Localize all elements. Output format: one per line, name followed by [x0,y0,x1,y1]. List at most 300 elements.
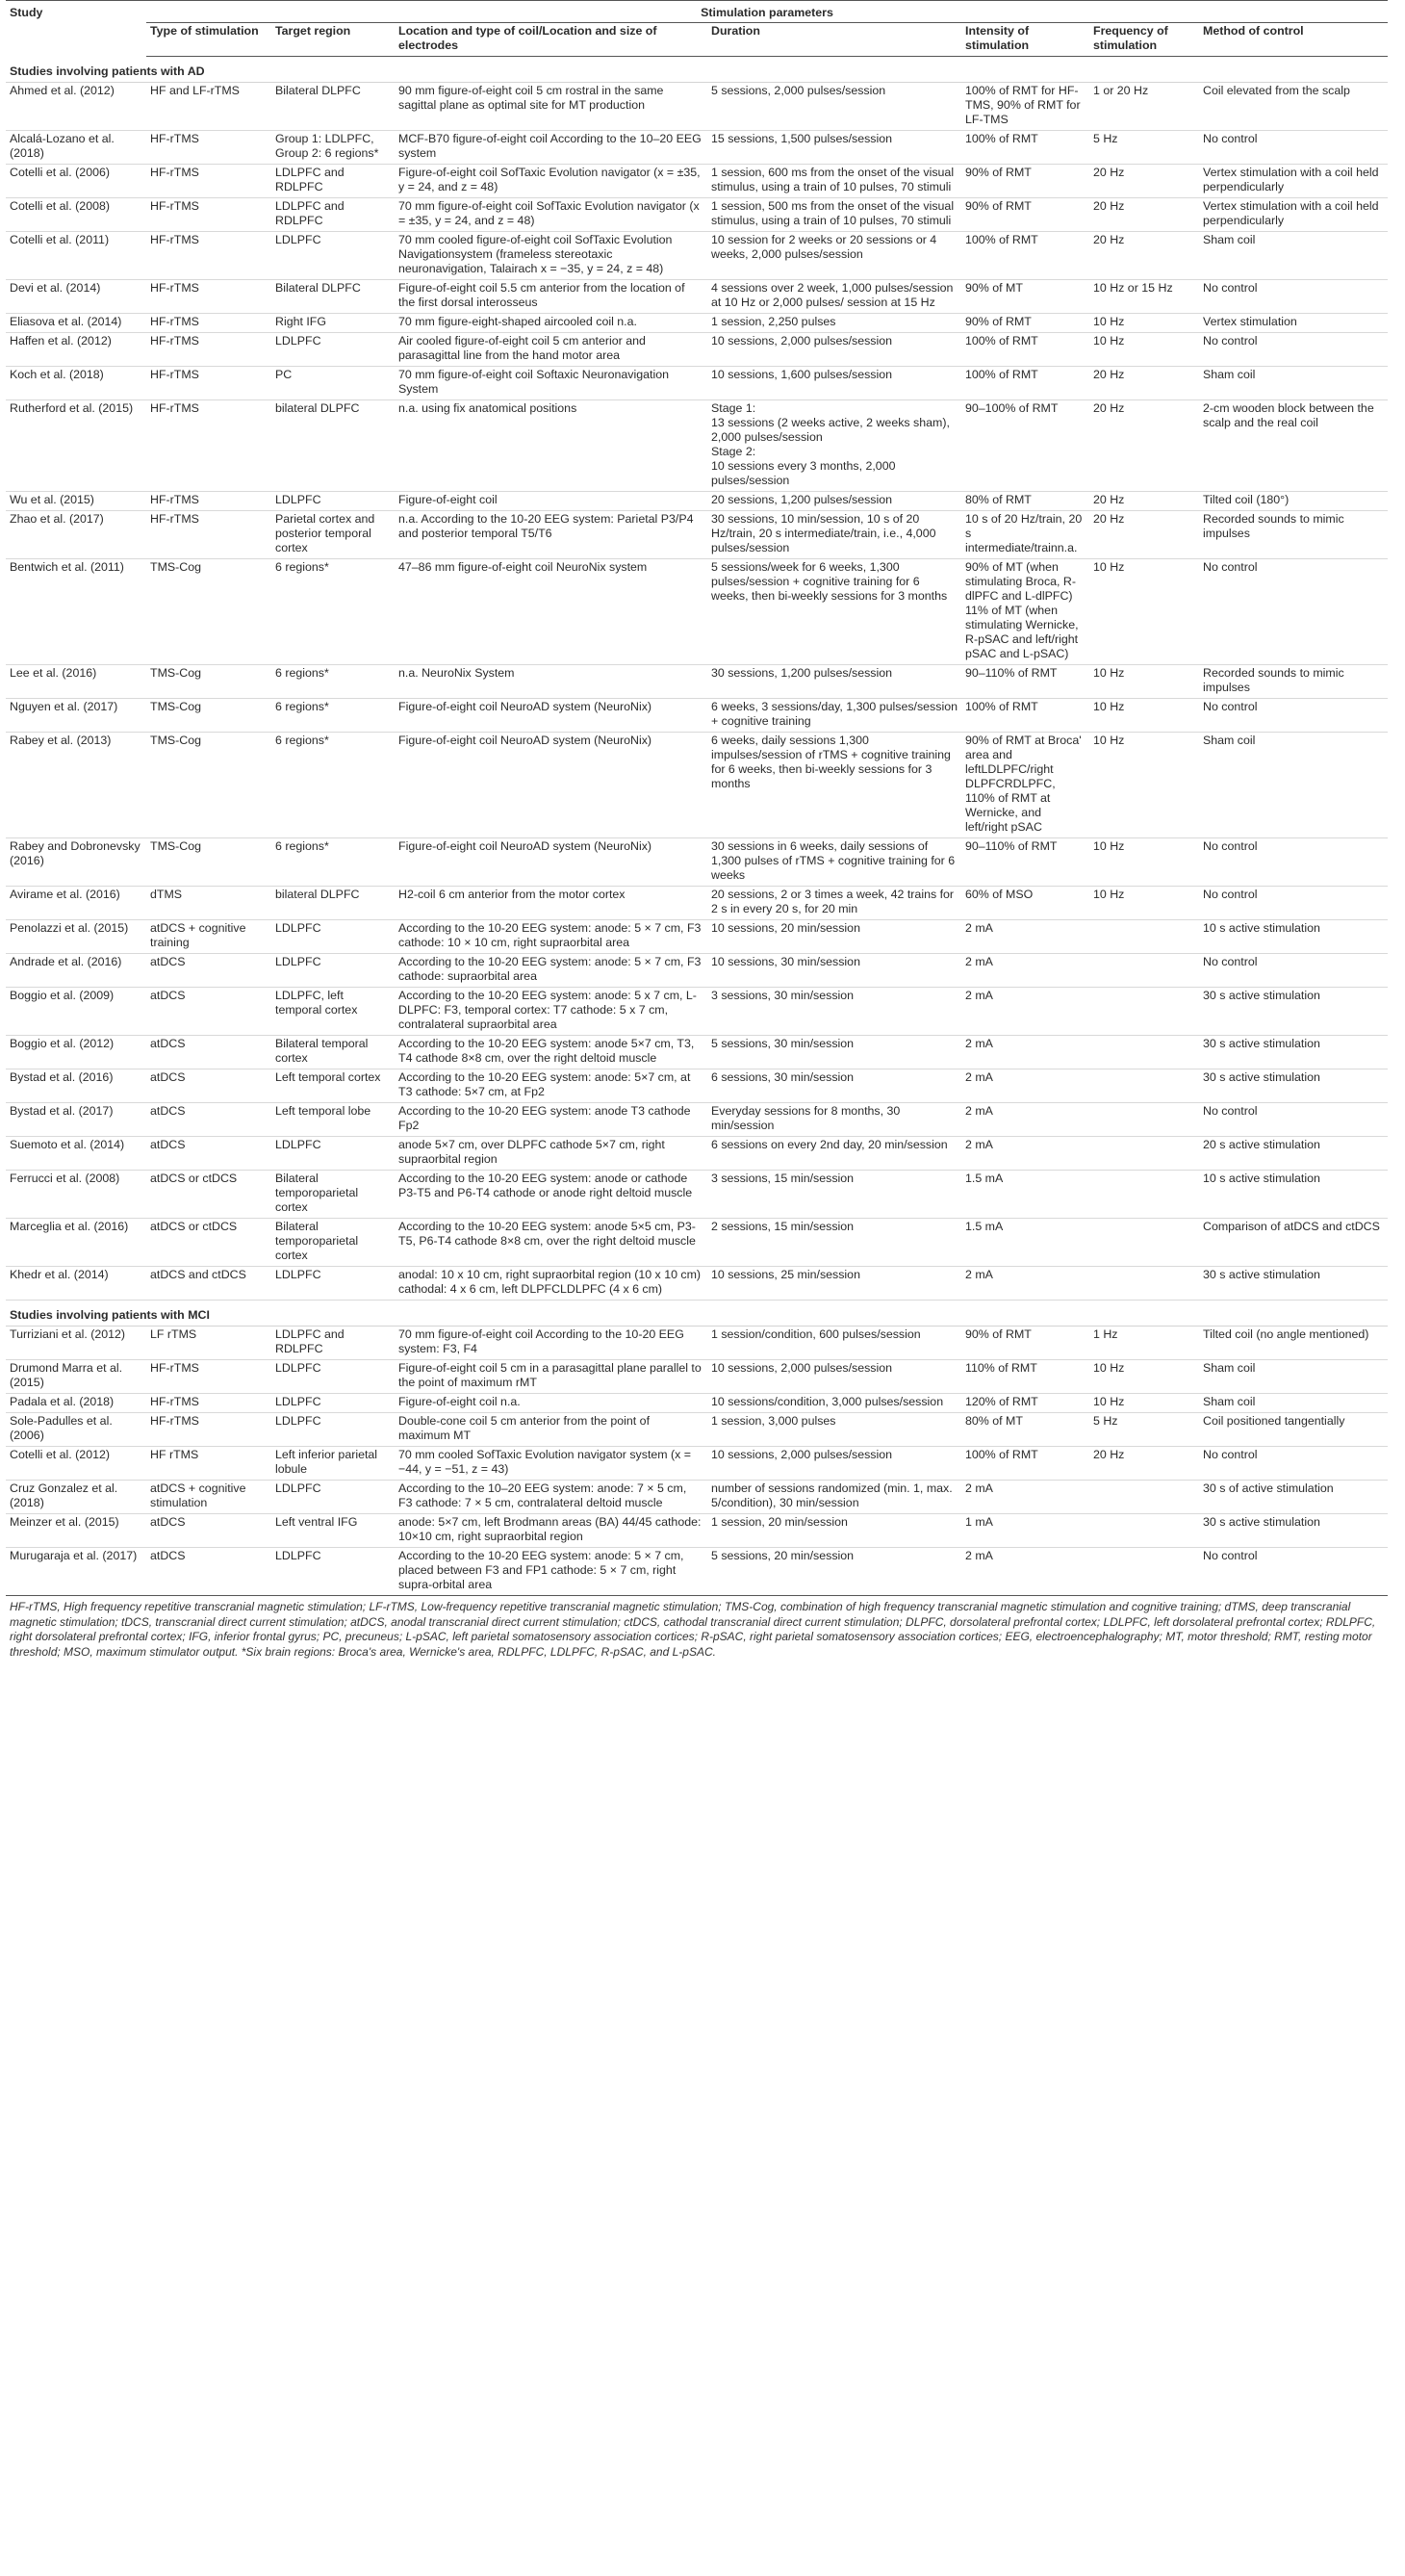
study-cell: Drumond Marra et al. (2015) [6,1360,146,1394]
study-cell: Murugaraja et al. (2017) [6,1548,146,1596]
section-title: Studies involving patients with MCI [6,1301,1388,1327]
table-cell: No control [1199,1447,1388,1481]
table-cell: 110% of RMT [961,1360,1089,1394]
table-cell: MCF-B70 figure-of-eight coil According to the 10–20 EEG system [395,131,707,165]
table-cell: 6 regions* [271,665,395,699]
table-cell: 30 s active stimulation [1199,1514,1388,1548]
table-cell: Figure-of-eight coil 5 cm in a parasagittal plane parallel to the point of maximum rMT [395,1360,707,1394]
table-cell: 90% of RMT [961,198,1089,232]
table-cell: HF-rTMS [146,1413,271,1447]
table-cell: 90–110% of RMT [961,838,1089,887]
table-cell: 5 sessions, 2,000 pulses/session [707,83,961,131]
study-cell: Andrade et al. (2016) [6,954,146,988]
table-cell: 10 Hz [1089,838,1199,887]
study-cell: Rabey et al. (2013) [6,733,146,838]
table-cell: 30 s active stimulation [1199,1036,1388,1069]
table-cell: 1 session, 2,250 pulses [707,314,961,333]
table-cell: No control [1199,131,1388,165]
table-cell: LDLPFC [271,1481,395,1514]
table-cell: 60% of MSO [961,887,1089,920]
table-cell [1089,1514,1199,1548]
table-cell: HF-rTMS [146,333,271,367]
table-cell: HF-rTMS [146,165,271,198]
table-cell: 15 sessions, 1,500 pulses/session [707,131,961,165]
study-cell: Penolazzi et al. (2015) [6,920,146,954]
table-cell: Left temporal lobe [271,1103,395,1137]
table-row [6,1069,1388,1103]
table-cell: HF-rTMS [146,232,271,280]
table-cell: 90–110% of RMT [961,665,1089,699]
study-cell: Cruz Gonzalez et al. (2018) [6,1481,146,1514]
table-cell: 70 mm figure-eight-shaped aircooled coil n.a. [395,314,707,333]
table-cell: LF rTMS [146,1327,271,1360]
header-col: Location and type of coil/Location and size of electrodes [395,23,707,57]
table-cell: n.a. According to the 10-20 EEG system: Parietal P3/P4 and posterior temporal T5/T6 [395,511,707,559]
table-row [6,1219,1388,1267]
header-col: Type of stimulation [146,23,271,57]
table-cell: 30 s active stimulation [1199,1069,1388,1103]
table-cell: 1.5 mA [961,1219,1089,1267]
table-cell: LDLPFC [271,1548,395,1596]
table-cell: 30 s active stimulation [1199,988,1388,1036]
header-col: Method of control [1199,23,1388,57]
table-cell: 10 sessions, 2,000 pulses/session [707,1447,961,1481]
table-cell [1089,1036,1199,1069]
table-cell: According to the 10-20 EEG system: anode T3 cathode Fp2 [395,1103,707,1137]
table-cell: No control [1199,1103,1388,1137]
table-cell: 70 mm figure-of-eight coil According to the 10-20 EEG system: F3, F4 [395,1327,707,1360]
table-cell: No control [1199,699,1388,733]
table-cell: 100% of RMT [961,232,1089,280]
table-cell: Coil elevated from the scalp [1199,83,1388,131]
study-cell: Devi et al. (2014) [6,280,146,314]
table-cell: Left ventral IFG [271,1514,395,1548]
table-cell: Left inferior parietal lobule [271,1447,395,1481]
table-cell: LDLPFC [271,920,395,954]
study-cell: Koch et al. (2018) [6,367,146,400]
study-cell: Wu et al. (2015) [6,492,146,511]
table-cell: 30 sessions, 1,200 pulses/session [707,665,961,699]
table-cell: According to the 10-20 EEG system: anode 5×5 cm, P3-T5, P6-T4 cathode 8×8 cm, over the right deltoid muscle [395,1219,707,1267]
table-cell: 5 sessions/week for 6 weeks, 1,300 pulses/session + cognitive training for 6 weeks, then bi-weekly sessions for 3 months [707,559,961,665]
table-cell: 20 Hz [1089,232,1199,280]
table-row [6,559,1388,665]
table-cell: 20 Hz [1089,198,1199,232]
table-cell: LDLPFC [271,1137,395,1171]
table-row [6,232,1388,280]
table-cell: atDCS [146,988,271,1036]
table-cell: anodal: 10 x 10 cm, right supraorbital region (10 x 10 cm) cathodal: 4 x 6 cm, left DLPFCLDLPFC (4 x 6 cm) [395,1267,707,1301]
table-row [6,699,1388,733]
table-cell: Sham coil [1199,232,1388,280]
table-cell: No control [1199,280,1388,314]
table-cell [1089,1219,1199,1267]
table-cell: According to the 10-20 EEG system: anode: 5 × 7 cm, F3 cathode: 10 × 10 cm, right supraorbital area [395,920,707,954]
table-row [6,1036,1388,1069]
table-row [6,838,1388,887]
table-cell: LDLPFC and RDLPFC [271,165,395,198]
table-cell: atDCS + cognitive training [146,920,271,954]
study-cell: Khedr et al. (2014) [6,1267,146,1301]
table-cell: 10 s of 20 Hz/train, 20 s intermediate/trainn.a. [961,511,1089,559]
table-cell: H2-coil 6 cm anterior from the motor cortex [395,887,707,920]
table-cell: 100% of RMT [961,367,1089,400]
table-cell: 100% of RMT [961,1447,1089,1481]
table-cell [1089,988,1199,1036]
table-cell: 2 mA [961,1036,1089,1069]
table-cell: atDCS [146,1137,271,1171]
table-cell: Sham coil [1199,733,1388,838]
header-col: Frequency of stimulation [1089,23,1199,57]
table-cell: 30 sessions in 6 weeks, daily sessions of 1,300 pulses of rTMS + cognitive training for 6 weeks [707,838,961,887]
table-cell: TMS-Cog [146,665,271,699]
table-cell: 80% of RMT [961,492,1089,511]
table-body [6,57,1388,1596]
study-cell: Ahmed et al. (2012) [6,83,146,131]
table-cell: 5 Hz [1089,131,1199,165]
table-cell: Vertex stimulation with a coil held perpendicularly [1199,198,1388,232]
table-cell: 10 Hz [1089,1394,1199,1413]
table-cell: dTMS [146,887,271,920]
table-cell: Figure-of-eight coil NeuroAD system (NeuroNix) [395,838,707,887]
table-row [6,333,1388,367]
table-cell: 30 s of active stimulation [1199,1481,1388,1514]
table-cell [1089,920,1199,954]
table-cell: 10 sessions, 1,600 pulses/session [707,367,961,400]
table-cell: 3 sessions, 15 min/session [707,1171,961,1219]
table-cell: According to the 10-20 EEG system: anode: 5 × 7 cm, placed between F3 and FP1 cathode: 5 × 7 cm, right supra-orbital area [395,1548,707,1596]
table-cell: 10 Hz [1089,665,1199,699]
table-cell: No control [1199,887,1388,920]
header-col: Target region [271,23,395,57]
table-cell: 6 sessions on every 2nd day, 20 min/session [707,1137,961,1171]
table-cell: 20 Hz [1089,400,1199,492]
table-cell: HF and LF-rTMS [146,83,271,131]
table-cell: TMS-Cog [146,733,271,838]
table-row [6,1481,1388,1514]
table-cell: 10 Hz [1089,1360,1199,1394]
study-cell: Rabey and Dobronevsky (2016) [6,838,146,887]
table-cell: 80% of MT [961,1413,1089,1447]
table-cell: 1 session, 500 ms from the onset of the visual stimulus, using a train of 10 pulses, 70 stimuli [707,198,961,232]
table-cell: 90% of RMT [961,165,1089,198]
table-cell: 30 s active stimulation [1199,1267,1388,1301]
table-cell: 1 or 20 Hz [1089,83,1199,131]
table-cell: Bilateral DLPFC [271,83,395,131]
table-cell: 2 mA [961,988,1089,1036]
study-cell: Avirame et al. (2016) [6,887,146,920]
table-cell [1089,1103,1199,1137]
table-cell: 100% of RMT for HF-TMS, 90% of RMT for LF-TMS [961,83,1089,131]
table-cell: Figure-of-eight coil SofTaxic Evolution navigator (x = ±35, y = 24, and z = 48) [395,165,707,198]
table-cell: 100% of RMT [961,131,1089,165]
table-cell: 2 mA [961,1548,1089,1596]
table-row [6,1137,1388,1171]
table-cell: 20 sessions, 2 or 3 times a week, 42 trains for 2 s in every 20 s, for 20 min [707,887,961,920]
table-cell: atDCS or ctDCS [146,1219,271,1267]
table-cell: HF-rTMS [146,280,271,314]
study-cell: Ferrucci et al. (2008) [6,1171,146,1219]
table-cell: 10 sessions, 2,000 pulses/session [707,1360,961,1394]
table-row [6,920,1388,954]
table-cell: atDCS [146,954,271,988]
header-col: Duration [707,23,961,57]
table-cell: 10 session for 2 weeks or 20 sessions or 4 weeks, 2,000 pulses/session [707,232,961,280]
table-cell: 100% of RMT [961,699,1089,733]
table-cell: 1 session, 3,000 pulses [707,1413,961,1447]
study-cell: Cotelli et al. (2011) [6,232,146,280]
header-stimulation-parameters: Stimulation parameters [146,1,1388,23]
table-cell [1089,1267,1199,1301]
table-cell: bilateral DLPFC [271,887,395,920]
table-cell: 2 mA [961,1137,1089,1171]
table-cell: 30 sessions, 10 min/session, 10 s of 20 Hz/train, 20 s intermediate/train, i.e., 4,000 pulses/session [707,511,961,559]
table-cell: HF-rTMS [146,1394,271,1413]
table-row [6,165,1388,198]
study-cell: Nguyen et al. (2017) [6,699,146,733]
table-cell: 10 sessions, 30 min/session [707,954,961,988]
table-cell: 10 Hz or 15 Hz [1089,280,1199,314]
table-cell: 10 s active stimulation [1199,920,1388,954]
table-cell: HF-rTMS [146,400,271,492]
table-cell: 3 sessions, 30 min/session [707,988,961,1036]
table-cell: 10 sessions, 2,000 pulses/session [707,333,961,367]
table-cell: 10 Hz [1089,333,1199,367]
table-row [6,1360,1388,1394]
study-cell: Meinzer et al. (2015) [6,1514,146,1548]
header-col: Intensity of stimulation [961,23,1089,57]
table-cell: 6 regions* [271,559,395,665]
table-cell: anode: 5×7 cm, left Brodmann areas (BA) 44/45 cathode: 10×10 cm, right supraorbital region [395,1514,707,1548]
study-cell: Bentwich et al. (2011) [6,559,146,665]
table-cell: Double-cone coil 5 cm anterior from the point of maximum MT [395,1413,707,1447]
table-cell: Vertex stimulation [1199,314,1388,333]
table-cell: HF rTMS [146,1447,271,1481]
study-cell: Sole-Padulles et al. (2006) [6,1413,146,1447]
table-row [6,1327,1388,1360]
table-cell: Stage 1: 13 sessions (2 weeks active, 2 weeks sham), 2,000 pulses/session Stage 2: 10 sessions every 3 months, 2,000 pulses/session [707,400,961,492]
table-cell: HF-rTMS [146,492,271,511]
table-row [6,367,1388,400]
table-cell [1089,1069,1199,1103]
table-footnote: HF-rTMS, High frequency repetitive transcranial magnetic stimulation; LF-rTMS, Low-frequency repetitive transcranial magnetic stimulation; TMS-Cog, combination of high frequency transcranial magnetic stimulation and cognitive training; dTMS, deep transcranial magnetic stimulation; tDCS, transcranial direct current stimulation; atDCS, anodal transcranial direct current stimulation; ctDCS, cathodal transcranial direct current stimulation; DLPFC, dorsolateral prefrontal cortex; LDLPFC, left dorsolateral prefrontal cortex; RDLPFC, right dorsolateral prefrontal cortex; IFG, inferior frontal gyrus; PC, precuneus; L-pSAC, left parietal somatosensory association cortices; R-pSAC, right parietal somatosensory association cortices; EEG, electroencephalography; MT, motor threshold; RMT, resting motor threshold; MSO, maximum stimulator output. *Six brain regions: Broca's area, Wernicke's area, RDLPFC, LDLPFC, R-pSAC, and L-pSAC. [10,1600,1376,1659]
table-cell: atDCS or ctDCS [146,1171,271,1219]
study-cell: Marceglia et al. (2016) [6,1219,146,1267]
table-cell: 6 weeks, daily sessions 1,300 impulses/session of rTMS + cognitive training for 6 weeks, then bi-weekly sessions for 3 months [707,733,961,838]
table-cell: 70 mm figure-of-eight coil Softaxic Neuronavigation System [395,367,707,400]
table-cell: Air cooled figure-of-eight coil 5 cm anterior and parasagittal line from the hand motor area [395,333,707,367]
table-cell: TMS-Cog [146,559,271,665]
table-cell: 4 sessions over 2 week, 1,000 pulses/session at 10 Hz or 2,000 pulses/ session at 15 Hz [707,280,961,314]
study-cell: Haffen et al. (2012) [6,333,146,367]
study-cell: Bystad et al. (2016) [6,1069,146,1103]
table-cell: atDCS [146,1069,271,1103]
table-cell: 90–100% of RMT [961,400,1089,492]
table-cell: 70 mm cooled figure-of-eight coil SofTaxic Evolution Navigationsystem (frameless stereotaxic neuronavigation, Talairach x = −35, y = 24, z = 48) [395,232,707,280]
table-cell: 6 regions* [271,838,395,887]
table-cell: 10 Hz [1089,699,1199,733]
table-row [6,1447,1388,1481]
table-cell: Tilted coil (no angle mentioned) [1199,1327,1388,1360]
table-cell: According to the 10-20 EEG system: anode: 5 × 7 cm, F3 cathode: supraorbital area [395,954,707,988]
study-cell: Eliasova et al. (2014) [6,314,146,333]
table-cell: 1.5 mA [961,1171,1089,1219]
table-cell: HF-rTMS [146,131,271,165]
table-cell: 70 mm cooled SofTaxic Evolution navigator system (x = −44, y = −51, z = 43) [395,1447,707,1481]
study-cell: Rutherford et al. (2015) [6,400,146,492]
table-cell: Right IFG [271,314,395,333]
study-cell: Lee et al. (2016) [6,665,146,699]
study-cell: Alcalá-Lozano et al. (2018) [6,131,146,165]
table-cell: Sham coil [1199,367,1388,400]
study-cell: Zhao et al. (2017) [6,511,146,559]
table-cell: 10 Hz [1089,314,1199,333]
table-cell: 5 Hz [1089,1413,1199,1447]
table-cell: No control [1199,954,1388,988]
table-cell: 120% of RMT [961,1394,1089,1413]
table-cell: 47–86 mm figure-of-eight coil NeuroNix system [395,559,707,665]
table-cell: PC [271,367,395,400]
table-cell: 70 mm figure-of-eight coil SofTaxic Evolution navigator (x = ±35, y = 24, and z = 48) [395,198,707,232]
table-cell: 2 mA [961,1481,1089,1514]
table-cell: According to the 10–20 EEG system: anode: 7 × 5 cm, F3 cathode: 7 × 5 cm, contralateral deltoid muscle [395,1481,707,1514]
table-cell: number of sessions randomized (min. 1, max. 5/condition), 30 min/session [707,1481,961,1514]
table-cell: 10 Hz [1089,733,1199,838]
table-cell: HF-rTMS [146,367,271,400]
table-cell: 5 sessions, 20 min/session [707,1548,961,1596]
table-row [6,954,1388,988]
section-title: Studies involving patients with AD [6,57,1388,83]
table-row [6,400,1388,492]
table-cell: 10 sessions, 20 min/session [707,920,961,954]
table-cell: LDLPFC [271,1394,395,1413]
table-cell: Tilted coil (180°) [1199,492,1388,511]
table-cell: 10 sessions/condition, 3,000 pulses/session [707,1394,961,1413]
table-cell: 6 weeks, 3 sessions/day, 1,300 pulses/session + cognitive training [707,699,961,733]
table-cell: Parietal cortex and posterior temporal cortex [271,511,395,559]
table-cell: Bilateral temporal cortex [271,1036,395,1069]
table-cell: Coil positioned tangentially [1199,1413,1388,1447]
table-cell: 10 Hz [1089,887,1199,920]
table-cell: Figure-of-eight coil [395,492,707,511]
table-cell: Figure-of-eight coil NeuroAD system (NeuroNix) [395,733,707,838]
study-cell: Cotelli et al. (2008) [6,198,146,232]
table-cell: bilateral DLPFC [271,400,395,492]
table-cell [1089,954,1199,988]
table-cell: HF-rTMS [146,314,271,333]
table-row [6,280,1388,314]
table-cell: 2 sessions, 15 min/session [707,1219,961,1267]
table-cell: 10 sessions, 25 min/session [707,1267,961,1301]
table-cell: Bilateral DLPFC [271,280,395,314]
table-cell: 90% of MT (when stimulating Broca, R-dlPFC and L-dlPFC) 11% of MT (when stimulating Wernicke, R-pSAC and left/right pSAC and L-pSAC) [961,559,1089,665]
table-cell: 10 s active stimulation [1199,1171,1388,1219]
table-cell: 1 session, 600 ms from the onset of the visual stimulus, using a train of 10 pulses, 70 stimuli [707,165,961,198]
table-cell: atDCS [146,1103,271,1137]
table-cell: Bilateral temporoparietal cortex [271,1219,395,1267]
table-cell: 20 Hz [1089,511,1199,559]
table-cell: atDCS + cognitive stimulation [146,1481,271,1514]
table-cell: 20 Hz [1089,367,1199,400]
table-row [6,492,1388,511]
table-cell: Left temporal cortex [271,1069,395,1103]
table-row [6,887,1388,920]
table-cell: 100% of RMT [961,333,1089,367]
table-header [6,1,1388,57]
table-row [6,1514,1388,1548]
table-cell: 6 sessions, 30 min/session [707,1069,961,1103]
table-cell: LDLPFC [271,1267,395,1301]
table-cell: 10 Hz [1089,559,1199,665]
table-cell: 90% of RMT [961,314,1089,333]
study-cell: Bystad et al. (2017) [6,1103,146,1137]
table-cell [1089,1171,1199,1219]
table-cell: anode 5×7 cm, over DLPFC cathode 5×7 cm, right supraorbital region [395,1137,707,1171]
table-cell: No control [1199,559,1388,665]
table-cell: According to the 10-20 EEG system: anode: 5 x 7 cm, L-DLPFC: F3, temporal cortex: T7 cathode: 5 x 7 cm, contralateral supraorbital area [395,988,707,1036]
table-cell: No control [1199,838,1388,887]
table-cell: Vertex stimulation with a coil held perpendicularly [1199,165,1388,198]
header-study: Study [6,1,146,57]
table-cell: 2 mA [961,1103,1089,1137]
table-cell: Recorded sounds to mimic impulses [1199,511,1388,559]
study-cell: Padala et al. (2018) [6,1394,146,1413]
table-cell: 2 mA [961,1267,1089,1301]
table-cell: 2 mA [961,1069,1089,1103]
table-row [6,665,1388,699]
table-cell: LDLPFC and RDLPFC [271,198,395,232]
table-cell: 90% of RMT at Broca' area and leftLDLPFC/right DLPFCRDLPFC, 110% of RMT at Wernicke, and left/right pSAC [961,733,1089,838]
table-cell: No control [1199,1548,1388,1596]
table-cell: LDLPFC [271,1413,395,1447]
table-row [6,1548,1388,1596]
table-cell [1089,1481,1199,1514]
table-cell: According to the 10-20 EEG system: anode 5×7 cm, T3, T4 cathode 8×8 cm, over the right deltoid muscle [395,1036,707,1069]
table-cell: 20 Hz [1089,165,1199,198]
table-cell: LDLPFC [271,1360,395,1394]
table-cell: LDLPFC [271,954,395,988]
table-cell: 2-cm wooden block between the scalp and the real coil [1199,400,1388,492]
table-row [6,988,1388,1036]
table-row [6,198,1388,232]
table-row [6,1267,1388,1301]
table-cell: atDCS [146,1548,271,1596]
table-cell: TMS-Cog [146,699,271,733]
table-row [6,733,1388,838]
table-cell: 1 Hz [1089,1327,1199,1360]
study-cell: Turriziani et al. (2012) [6,1327,146,1360]
table-cell: TMS-Cog [146,838,271,887]
table-cell: atDCS [146,1514,271,1548]
table-cell: atDCS and ctDCS [146,1267,271,1301]
table-cell: 20 Hz [1089,1447,1199,1481]
table-cell: LDLPFC [271,492,395,511]
table-cell: 2 mA [961,954,1089,988]
table-cell: 1 session, 20 min/session [707,1514,961,1548]
table-cell: According to the 10-20 EEG system: anode: 5×7 cm, at T3 cathode: 5×7 cm, at Fp2 [395,1069,707,1103]
table-row [6,1394,1388,1413]
table-cell: Sham coil [1199,1394,1388,1413]
table-cell: 20 sessions, 1,200 pulses/session [707,492,961,511]
table-cell: LDLPFC [271,333,395,367]
table-cell: LDLPFC and RDLPFC [271,1327,395,1360]
document [6,0,1388,1660]
table-cell: 90% of RMT [961,1327,1089,1360]
table-cell: 2 mA [961,920,1089,954]
table-cell [1089,1137,1199,1171]
table-cell: Figure-of-eight coil NeuroAD system (NeuroNix) [395,699,707,733]
table-cell: Everyday sessions for 8 months, 30 min/session [707,1103,961,1137]
